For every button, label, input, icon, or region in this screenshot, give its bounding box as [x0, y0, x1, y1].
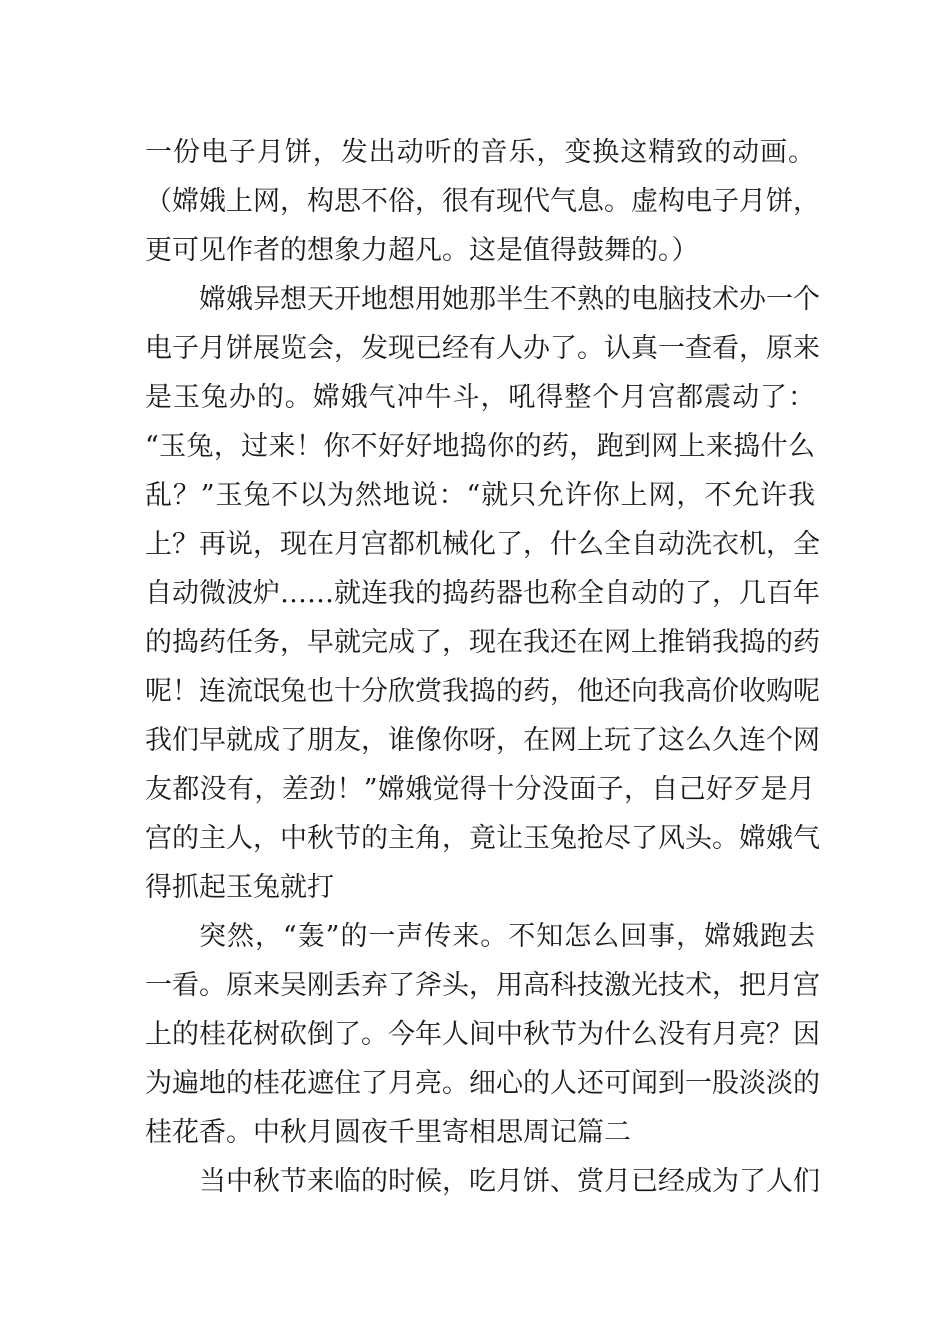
- text-line: 是玉兔办的。嫦娥气冲牛斗，吼得整个月宫都震动了：: [145, 382, 815, 413]
- paragraph-2: [145, 275, 820, 912]
- text-line: 一份电子月饼，发出动听的音乐，变换这精致的动画。: [145, 137, 815, 168]
- text-line: （嫦娥上网，构思不俗，很有现代气息。虚构电子月饼，: [145, 186, 820, 217]
- text-line: 得抓起玉兔就打: [145, 872, 334, 903]
- text-line: 宫的主人，中秋节的主角，竟让玉兔抢尽了风头。嫦娥气: [145, 823, 820, 854]
- body-text: [145, 128, 820, 1206]
- text-line: 呢！连流氓兔也十分欣赏我捣的药，他还向我高价收购呢: [145, 676, 820, 707]
- text-line: 一看。原来吴刚丢弃了斧头，用高科技激光技术，把月宫: [145, 970, 820, 1001]
- text-line: 的捣药任务，早就完成了，现在我还在网上推销我捣的药: [145, 627, 820, 658]
- text-line: 嫦娥异想天开地想用她那半生不熟的电脑技术办一个: [199, 284, 820, 315]
- text-line: 更可见作者的想象力超凡。这是值得鼓舞的。）: [145, 235, 699, 266]
- text-line: 上的桂花树砍倒了。今年人间中秋节为什么没有月亮？因: [145, 1019, 820, 1050]
- paragraph-3: [145, 912, 820, 1157]
- text-line: 乱？”玉兔不以为然地说：“就只允许你上网，不允许我: [145, 480, 815, 511]
- paragraph-1: [145, 128, 820, 275]
- text-line: 突然，“轰”的一声传来。不知怎么回事，嫦娥跑去: [199, 921, 815, 952]
- text-line: 自动微波炉……就连我的捣药器也称全自动的了，几百年: [145, 578, 820, 609]
- paragraph-4: [145, 1157, 820, 1206]
- text-line: “玉兔，过来！你不好好地捣你的药，跑到网上来捣什么: [145, 431, 815, 462]
- text-line: 我们早就成了朋友，谁像你呀，在网上玩了这么久连个网: [145, 725, 820, 756]
- text-line: 电子月饼展览会，发现已经有人办了。认真一查看，原来: [145, 333, 820, 364]
- text-line: 桂花香。中秋月圆夜千里寄相思周记篇二: [145, 1117, 631, 1148]
- text-line: 为遍地的桂花遮住了月亮。细心的人还可闻到一股淡淡的: [145, 1068, 820, 1099]
- text-line: 当中秋节来临的时候，吃月饼、赏月已经成为了人们: [199, 1166, 820, 1197]
- text-line: 友都没有，差劲！”嫦娥觉得十分没面子，自己好歹是月: [145, 774, 815, 805]
- text-line: 上？再说，现在月宫都机械化了，什么全自动洗衣机，全: [145, 529, 820, 560]
